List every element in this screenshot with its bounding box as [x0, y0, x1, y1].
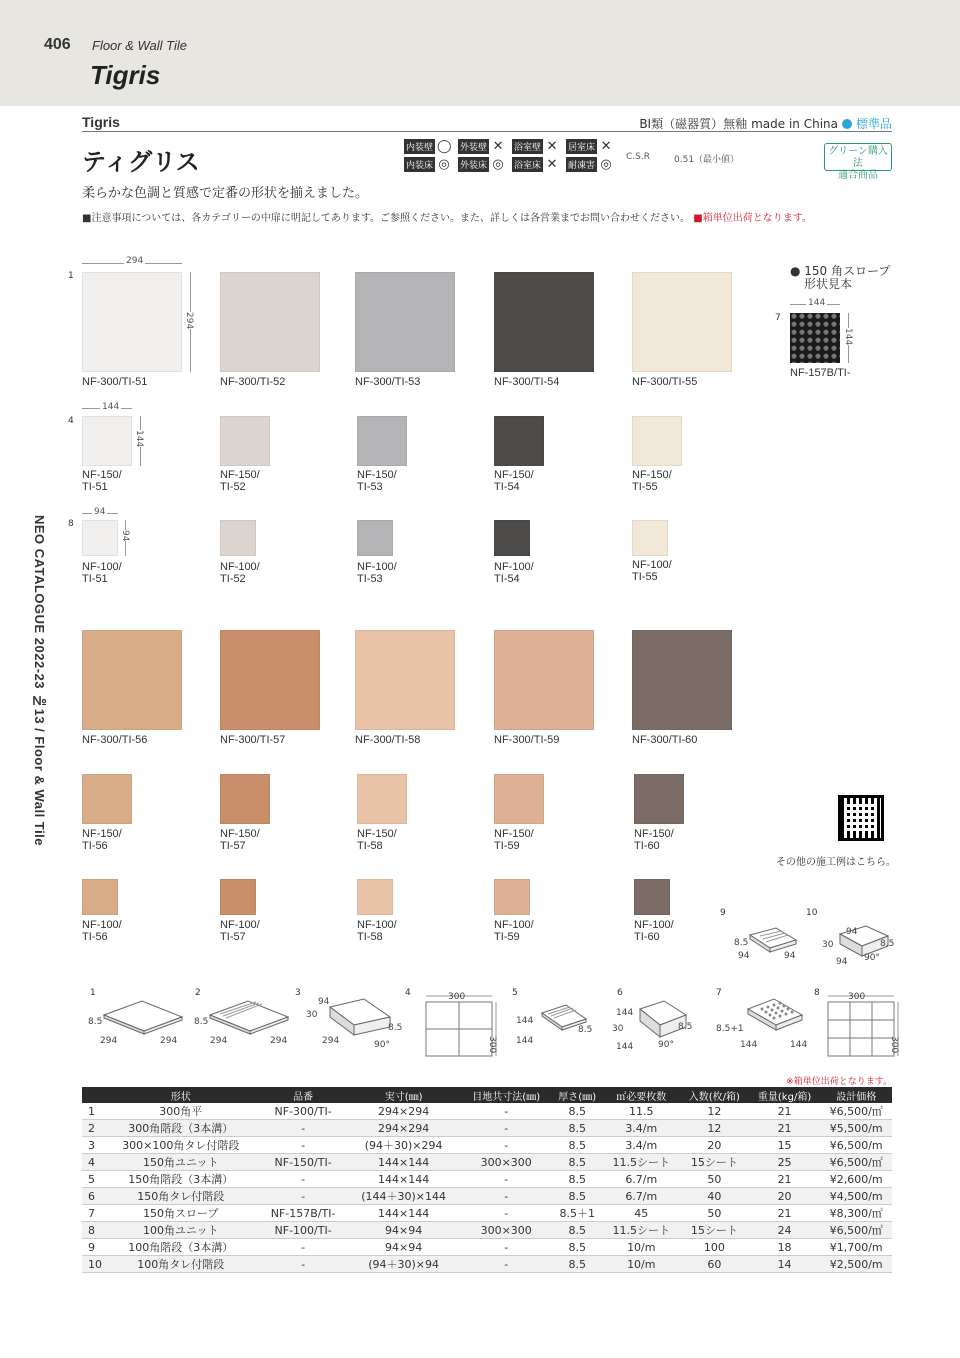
table-cell: 100角階段（3本溝）: [102, 1239, 260, 1256]
shape-diagram-1: [86, 995, 186, 1050]
svg-text:300: 300: [848, 992, 866, 1002]
table-cell: (94＋30)×294: [347, 1137, 461, 1154]
table-cell: 20: [680, 1137, 749, 1154]
table-cell: 8.5: [552, 1137, 603, 1154]
table-cell: 21: [749, 1171, 821, 1188]
shape-number: 10: [806, 908, 818, 918]
table-cell: ¥6,500/㎡: [820, 1103, 892, 1120]
table-cell: 100角ユニット: [102, 1222, 260, 1239]
svg-text:94: 94: [836, 957, 848, 967]
table-cell: 25: [749, 1154, 821, 1171]
tile-swatch[interactable]: [355, 272, 455, 372]
tile-swatch[interactable]: [220, 774, 270, 824]
shape-diagram-7: [714, 995, 814, 1055]
tile-swatch[interactable]: [494, 520, 530, 556]
tile-swatch[interactable]: [634, 879, 670, 915]
table-cell: NF-300/TI-: [260, 1103, 347, 1120]
table-row: [82, 1256, 892, 1273]
table-cell: 144×144: [347, 1154, 461, 1171]
tile-label: NF-300/TI-59: [494, 734, 560, 746]
table-cell: -: [461, 1239, 552, 1256]
svg-text:8.5: 8.5: [734, 938, 749, 948]
shape-number: 8: [814, 988, 820, 998]
tile-swatch[interactable]: [82, 630, 182, 730]
tile-swatch[interactable]: [632, 520, 668, 556]
table-cell: 8.5: [552, 1222, 603, 1239]
table-cell: 144×144: [347, 1205, 461, 1222]
qr-note: その他の施工例はこちら。: [776, 857, 896, 868]
table-row: [82, 1154, 892, 1171]
usage-mark-icon: ✕: [546, 138, 558, 154]
table-cell: 300角階段（3本溝）: [102, 1120, 260, 1137]
table-cell: ¥2,500/m: [820, 1256, 892, 1273]
shape-number: 4: [405, 988, 411, 998]
notice: ■注意事項については、各カテゴリーの中扉に明記してあります。ご参照ください。また、詳しくは各営業までお問い合わせください。 ■箱単位出荷となります。: [82, 213, 812, 224]
table-cell: 14: [749, 1256, 821, 1273]
usage-mark-icon: ◎: [600, 156, 612, 172]
column-header: 重量(kg/箱): [749, 1087, 821, 1103]
usage-item: 内装床 ◎: [406, 156, 450, 172]
table-cell: 21: [749, 1205, 821, 1222]
table-cell: 300×300: [461, 1222, 552, 1239]
row-number: 1: [68, 271, 74, 281]
usage-mark-icon: ◎: [492, 156, 504, 172]
table-cell: -: [260, 1239, 347, 1256]
tile-swatch[interactable]: [494, 416, 544, 466]
tile-swatch[interactable]: [220, 416, 270, 466]
table-row: [82, 1171, 892, 1188]
tile-label: NF-300/TI-53: [355, 376, 421, 388]
svg-text:8.5: 8.5: [880, 939, 895, 949]
tile-swatch[interactable]: [82, 774, 132, 824]
tile-label: NF-150/ TI-55: [632, 469, 672, 493]
table-cell: -: [260, 1256, 347, 1273]
table-cell: 11.5: [603, 1103, 680, 1120]
tile-label: NF-300/TI-54: [494, 376, 560, 388]
tile-label: NF-150/ TI-58: [357, 828, 397, 852]
csr-label: C.S.R: [626, 152, 650, 162]
tile-label: NF-100/ TI-51: [82, 561, 122, 585]
qr-code[interactable]: [838, 795, 884, 841]
table-cell: ¥5,500/m: [820, 1120, 892, 1137]
shape-diagram-4: [420, 990, 500, 1060]
table-row: [82, 1103, 892, 1120]
svg-text:90°: 90°: [658, 1040, 674, 1050]
tile-label: NF-300/TI-58: [355, 734, 421, 746]
usage-item: 浴室床 ✕: [514, 156, 558, 172]
svg-text:8.5: 8.5: [388, 1023, 403, 1033]
table-cell: 50: [680, 1171, 749, 1188]
row-number: 4: [68, 416, 74, 426]
table-cell: 11.5シート: [603, 1154, 680, 1171]
tile-label: NF-300/TI-55: [632, 376, 698, 388]
table-cell: ¥1,700/m: [820, 1239, 892, 1256]
usage-mark-icon: ✕: [492, 138, 504, 154]
tile-swatch[interactable]: [494, 879, 530, 915]
svg-text:30: 30: [306, 1010, 318, 1020]
usage-item: 内装壁 ◯: [406, 138, 452, 154]
svg-text:294: 294: [160, 1036, 178, 1046]
tile-swatch[interactable]: [494, 272, 594, 372]
table-cell: 1: [82, 1103, 102, 1120]
shape-number: 9: [720, 908, 726, 918]
table-cell: -: [461, 1137, 552, 1154]
table-cell: 8.5: [552, 1103, 603, 1120]
tile-swatch[interactable]: [220, 520, 256, 556]
usage-mark-icon: ✕: [600, 138, 612, 154]
table-cell: 294×294: [347, 1120, 461, 1137]
table-cell: (144＋30)×144: [347, 1188, 461, 1205]
table-cell: -: [260, 1171, 347, 1188]
origin: made in China: [751, 116, 838, 131]
table-cell: -: [461, 1256, 552, 1273]
table-cell: 100: [680, 1239, 749, 1256]
svg-text:300: 300: [448, 992, 466, 1002]
series-title: Tigris: [90, 60, 161, 90]
svg-text:8.5: 8.5: [578, 1025, 593, 1035]
tile-label: NF-100/ TI-56: [82, 919, 122, 943]
tile-swatch[interactable]: [82, 879, 118, 915]
column-header: 目地共寸法(㎜): [461, 1087, 552, 1103]
standard-label: 標準品: [855, 117, 892, 131]
table-cell: 8.5: [552, 1239, 603, 1256]
svg-text:90°: 90°: [374, 1040, 390, 1050]
shape-number: 5: [512, 988, 518, 998]
svg-text:8.5: 8.5: [88, 1017, 103, 1027]
usage-mark-icon: ◎: [438, 156, 450, 172]
svg-text:94: 94: [738, 951, 750, 961]
svg-text:8.5: 8.5: [194, 1017, 209, 1027]
usage-mark-icon: ◯: [437, 138, 452, 154]
shape-diagram-9: [730, 920, 810, 970]
green-purchase-badge: グリーン購入法 適合商品: [824, 143, 892, 171]
usage-item: 浴室壁 ✕: [514, 138, 558, 154]
svg-text:144: 144: [740, 1040, 758, 1050]
table-cell: ¥4,500/m: [820, 1188, 892, 1205]
table-cell: -: [260, 1120, 347, 1137]
table-cell: 15: [749, 1137, 821, 1154]
usage-item: 居室床 ✕: [568, 138, 612, 154]
table-cell: -: [461, 1103, 552, 1120]
tile-label: NF-150/ TI-59: [494, 828, 534, 852]
dimension-width: 144: [102, 402, 120, 412]
table-cell: 9: [82, 1239, 102, 1256]
product-tagline: 柔らかな色調と質感で定番の形状を揃えました。: [82, 186, 369, 201]
tile-swatch[interactable]: [82, 272, 182, 372]
table-cell: NF-150/TI-: [260, 1154, 347, 1171]
svg-text:300: 300: [487, 1036, 497, 1054]
shape-diagram-2: [192, 995, 292, 1050]
table-cell: 8.5: [552, 1171, 603, 1188]
table-cell: 50: [680, 1205, 749, 1222]
dimension-height: 144: [134, 430, 144, 448]
tile-label: NF-300/TI-57: [220, 734, 286, 746]
table-cell: ¥2,600/m: [820, 1171, 892, 1188]
dimension-width: 144: [808, 298, 826, 308]
tile-label: NF-300/TI-56: [82, 734, 148, 746]
table-cell: 60: [680, 1256, 749, 1273]
table-cell: NF-100/TI-: [260, 1222, 347, 1239]
svg-text:300: 300: [889, 1036, 899, 1054]
svg-text:144: 144: [516, 1016, 534, 1026]
table-cell: 15シート: [680, 1154, 749, 1171]
tile-label: NF-100/ TI-57: [220, 919, 260, 943]
table-cell: -: [260, 1137, 347, 1154]
tile-label: NF-100/ TI-55: [632, 559, 672, 583]
table-cell: 300×100角タレ付階段: [102, 1137, 260, 1154]
tile-swatch[interactable]: [632, 416, 682, 466]
table-row: [82, 1188, 892, 1205]
table-cell: 6: [82, 1188, 102, 1205]
tile-swatch[interactable]: [355, 630, 455, 730]
table-cell: 3.4/m: [603, 1137, 680, 1154]
table-cell: -: [461, 1205, 552, 1222]
tile-label: NF-100/ TI-60: [634, 919, 674, 943]
table-cell: 10/m: [603, 1256, 680, 1273]
tile-label: NF-150/ TI-52: [220, 469, 260, 493]
shape-number: 1: [90, 988, 96, 998]
tile-swatch[interactable]: [220, 879, 256, 915]
column-header: 実寸(㎜): [347, 1087, 461, 1103]
tile-swatch[interactable]: [494, 630, 594, 730]
table-cell: 6.7/m: [603, 1171, 680, 1188]
table-cell: 15シート: [680, 1222, 749, 1239]
tile-label: NF-150/ TI-53: [357, 469, 397, 493]
table-cell: 10: [82, 1256, 102, 1273]
table-cell: 10/m: [603, 1239, 680, 1256]
tile-swatch[interactable]: [357, 416, 407, 466]
tile-label: NF-150/ TI-54: [494, 469, 534, 493]
page-header: [0, 0, 960, 106]
table-cell: 20: [749, 1188, 821, 1205]
usage-item: 外装床 ◎: [460, 156, 504, 172]
svg-text:144: 144: [616, 1042, 634, 1052]
slope-heading: ● 150 角スロープ 形状見本: [790, 264, 891, 291]
table-cell: 94×94: [347, 1239, 461, 1256]
usage-grid: [404, 139, 620, 172]
table-cell: 3: [82, 1137, 102, 1154]
tile-swatch[interactable]: [632, 272, 732, 372]
column-header: ㎡必要枚数: [603, 1087, 680, 1103]
table-cell: 8.5: [552, 1120, 603, 1137]
svg-text:94: 94: [784, 951, 796, 961]
svg-text:144: 144: [516, 1036, 534, 1046]
tile-label: NF-300/TI-60: [632, 734, 698, 746]
shape-number: 2: [195, 988, 201, 998]
table-row: [82, 1239, 892, 1256]
table-cell: 300角平: [102, 1103, 260, 1120]
table-cell: 3.4/m: [603, 1120, 680, 1137]
table-cell: 144×144: [347, 1171, 461, 1188]
tile-swatch[interactable]: [357, 774, 407, 824]
svg-text:94: 94: [318, 997, 330, 1007]
table-note: ※箱単位出荷となります。: [786, 1077, 892, 1087]
table-cell: 40: [680, 1188, 749, 1205]
svg-text:30: 30: [822, 940, 834, 950]
table-cell: 12: [680, 1103, 749, 1120]
standard-dot-icon: [842, 119, 852, 129]
table-cell: -: [260, 1188, 347, 1205]
row-number: 7: [775, 313, 781, 323]
column-header: 厚さ(㎜): [552, 1087, 603, 1103]
tile-label: NF-100/ TI-53: [357, 561, 397, 585]
svg-text:294: 294: [100, 1036, 118, 1046]
table-cell: 94×94: [347, 1222, 461, 1239]
shape-number: 3: [295, 988, 301, 998]
tile-label: NF-157B/TI-: [790, 367, 851, 379]
product-name-row: [82, 114, 892, 132]
svg-text:294: 294: [270, 1036, 288, 1046]
table-row: [82, 1222, 892, 1239]
dimension-height: 144: [843, 328, 853, 346]
column-header: 品番: [260, 1087, 347, 1103]
shape-diagram-5: [512, 995, 602, 1050]
svg-text:144: 144: [616, 1008, 634, 1018]
column-header: 入数(枚/箱): [680, 1087, 749, 1103]
shape-number: 6: [617, 988, 623, 998]
svg-text:294: 294: [322, 1036, 340, 1046]
table-cell: 300×300: [461, 1154, 552, 1171]
table-cell: 45: [603, 1205, 680, 1222]
shape-diagram-10: [818, 920, 908, 970]
table-cell: -: [461, 1171, 552, 1188]
table-cell: ¥8,300/㎡: [820, 1205, 892, 1222]
tile-swatch[interactable]: [82, 416, 132, 466]
table-cell: 21: [749, 1103, 821, 1120]
table-cell: 2: [82, 1120, 102, 1137]
tile-swatch[interactable]: [494, 774, 544, 824]
product-name-en: Tigris: [82, 114, 120, 130]
table-cell: NF-157B/TI-: [260, 1205, 347, 1222]
shape-diagram-6: [612, 995, 702, 1055]
svg-text:294: 294: [210, 1036, 228, 1046]
table-cell: ¥6,500/m: [820, 1137, 892, 1154]
tile-swatch[interactable]: [634, 774, 684, 824]
table-cell: 100角タレ付階段: [102, 1256, 260, 1273]
category-label: Floor & Wall Tile: [92, 38, 187, 53]
tile-label: NF-150/ TI-51: [82, 469, 122, 493]
table-cell: 18: [749, 1239, 821, 1256]
table-header-row: [82, 1087, 892, 1103]
tile-label: NF-100/ TI-54: [494, 561, 534, 585]
tile-label: NF-150/ TI-60: [634, 828, 674, 852]
tile-swatch[interactable]: [357, 520, 393, 556]
table-cell: 150角階段（3本溝）: [102, 1171, 260, 1188]
tile-label: NF-100/ TI-58: [357, 919, 397, 943]
table-cell: ¥6,500/㎡: [820, 1154, 892, 1171]
tile-label: NF-100/ TI-52: [220, 561, 260, 585]
dimension-height: 294: [184, 312, 194, 330]
catalogue-side-text: NEO CATALOGUE 2022-23 №13 / Floor & Wall Tile: [32, 515, 47, 847]
tile-label: NF-100/ TI-59: [494, 919, 534, 943]
svg-text:90°: 90°: [864, 953, 880, 963]
product-name-ja: ティグリス: [82, 148, 200, 176]
tile-label: NF-300/TI-51: [82, 376, 148, 388]
table-cell: 8.5: [552, 1154, 603, 1171]
dimension-height: 94: [120, 530, 130, 542]
tile-label: NF-150/ TI-56: [82, 828, 122, 852]
table-cell: 12: [680, 1120, 749, 1137]
table-cell: 294×294: [347, 1103, 461, 1120]
table-cell: -: [461, 1120, 552, 1137]
body-class: BⅠ類（磁器質）無釉: [639, 117, 748, 131]
table-cell: 7: [82, 1205, 102, 1222]
table-cell: 11.5シート: [603, 1222, 680, 1239]
svg-text:8.5+1: 8.5+1: [716, 1024, 744, 1034]
product-spec-line: [639, 115, 892, 132]
spec-table: [82, 1087, 892, 1273]
table-cell: 8: [82, 1222, 102, 1239]
table-row: [82, 1120, 892, 1137]
table-cell: 8.5: [552, 1256, 603, 1273]
tile-swatch[interactable]: [82, 520, 118, 556]
usage-mark-icon: ✕: [546, 156, 558, 172]
table-cell: 150角タレ付階段: [102, 1188, 260, 1205]
slope-tile-swatch[interactable]: [790, 313, 840, 363]
tile-swatch[interactable]: [220, 630, 320, 730]
page-number: 406: [44, 36, 71, 53]
tile-swatch[interactable]: [220, 272, 320, 372]
shape-diagram-8: [822, 990, 902, 1060]
shape-number: 7: [716, 988, 722, 998]
csr-value: 0.51（最小値）: [674, 155, 740, 165]
tile-swatch[interactable]: [632, 630, 732, 730]
table-cell: 150角ユニット: [102, 1154, 260, 1171]
table-cell: 8.5: [552, 1188, 603, 1205]
table-cell: 6.7/m: [603, 1188, 680, 1205]
tile-label: NF-150/ TI-57: [220, 828, 260, 852]
table-cell: (94＋30)×94: [347, 1256, 461, 1273]
shape-diagram-3: [300, 995, 410, 1050]
row-number: 8: [68, 519, 74, 529]
tile-label: NF-300/TI-52: [220, 376, 286, 388]
table-cell: 21: [749, 1120, 821, 1137]
table-cell: 24: [749, 1222, 821, 1239]
tile-swatch[interactable]: [357, 879, 393, 915]
svg-text:30: 30: [612, 1024, 624, 1034]
dimension-width: 94: [94, 507, 106, 517]
table-cell: 5: [82, 1171, 102, 1188]
svg-text:8.5: 8.5: [678, 1022, 693, 1032]
table-cell: ¥6,500/㎡: [820, 1222, 892, 1239]
usage-item: 耐凍害 ◎: [568, 156, 612, 172]
dimension-width: 294: [126, 256, 144, 266]
column-header: 形状: [102, 1087, 260, 1103]
svg-text:144: 144: [790, 1040, 808, 1050]
column-header: [82, 1087, 102, 1103]
table-cell: 150角スロープ: [102, 1205, 260, 1222]
table-cell: -: [461, 1188, 552, 1205]
table-row: [82, 1137, 892, 1154]
usage-item: 外装壁 ✕: [460, 138, 504, 154]
column-header: 設計価格: [820, 1087, 892, 1103]
svg-text:94: 94: [846, 927, 858, 937]
table-row: [82, 1205, 892, 1222]
table-cell: 8.5＋1: [552, 1205, 603, 1222]
table-cell: 4: [82, 1154, 102, 1171]
